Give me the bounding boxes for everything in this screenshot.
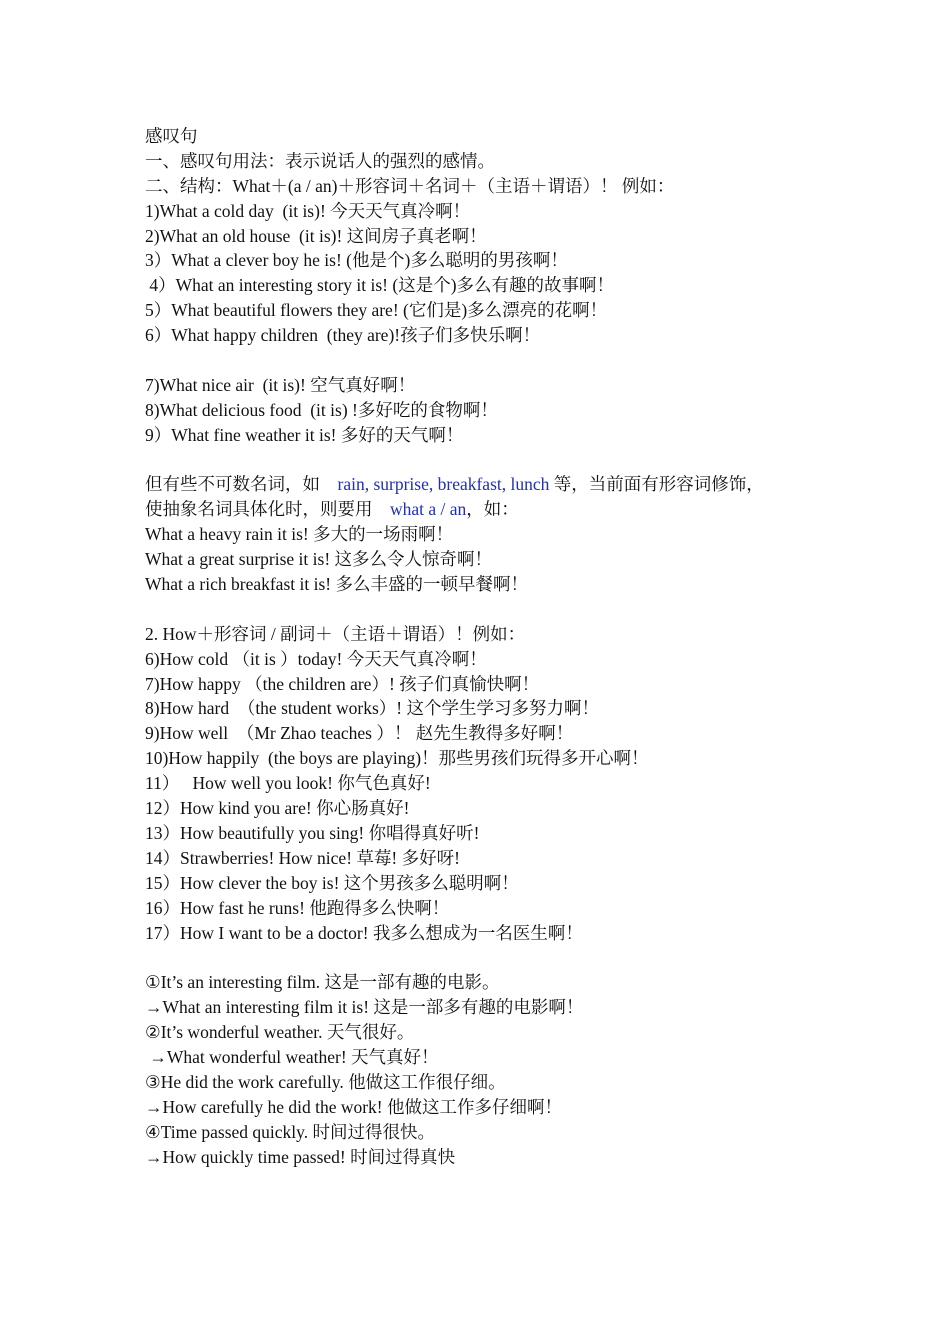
how-example-17: 17）How I want to be a doctor! 我多么想成为一名医生啊！ xyxy=(145,922,583,943)
how-example-9: 9)How well （Mr Zhao teaches ）！ 赵先生教得多好啊！ xyxy=(145,723,574,744)
uncountable-note-line-2 xyxy=(145,497,835,522)
note2-highlight-words: what a / an xyxy=(390,499,467,520)
transform-2-result: →What wonderful weather! 天气真好！ xyxy=(145,1046,439,1067)
what-example-6: 6）What happy children (they are)!孩子们多快乐啊！ xyxy=(145,325,541,346)
what-example-2: 2)What an old house (it is)! 这间房子真老啊！ xyxy=(145,225,487,246)
structure-how-line: 2. How＋形容词 / 副词＋（主语＋谓语）！例如： xyxy=(145,623,526,644)
spacer xyxy=(145,348,835,373)
how-example-8: 8)How hard （the student works）! 这个学生学习多努力啊！ xyxy=(145,698,599,719)
transform-4-result: →How quickly time passed! 时间过得真快 xyxy=(145,1146,456,1167)
abstract-example-3: What a rich breakfast it is! 多么丰盛的一顿早餐啊！ xyxy=(145,574,528,595)
document-page xyxy=(145,124,835,1169)
transform-2-source: ②It’s wonderful weather. 天气很好。 xyxy=(145,1022,415,1043)
structure-what-line: 二、结构：What＋(a / an)＋形容词＋名词＋（主语＋谓语）！ 例如： xyxy=(145,175,675,196)
what-example-4: 4）What an interesting story it is! (这是个)多么有趣的故事啊！ xyxy=(145,275,615,296)
what-example-5: 5）What beautiful flowers they are! (它们是)多么漂亮的花啊！ xyxy=(145,300,608,321)
note-highlight-words: rain, surprise, breakfast, lunch xyxy=(337,474,550,495)
note-suffix: 等，当前面有形容词修饰， xyxy=(549,474,764,495)
note-prefix: 但有些不可数名词，如 xyxy=(145,474,338,495)
spacer xyxy=(145,597,835,622)
how-example-16: 16）How fast he runs! 他跑得多么快啊！ xyxy=(145,897,450,918)
spacer xyxy=(145,945,835,970)
what-example-7: 7)What nice air (it is)! 空气真好啊！ xyxy=(145,374,416,395)
what-example-1: 1)What a cold day (it is)! 今天天气真冷啊！ xyxy=(145,200,471,221)
what-example-8: 8)What delicious food (it is) !多好吃的食物啊！ xyxy=(145,399,498,420)
how-example-10: 10)How happily (the boys are playing)！那些男孩们玩得多开心啊！ xyxy=(145,748,649,769)
transform-1-source: ①It’s an interesting film. 这是一部有趣的电影。 xyxy=(145,972,500,993)
abstract-example-1: What a heavy rain it is! 多大的一场雨啊！ xyxy=(145,524,454,545)
what-example-9: 9）What fine weather it is! 多好的天气啊！ xyxy=(145,424,464,445)
note2-prefix: 使抽象名词具体化时，则要用 xyxy=(145,499,390,520)
transform-1-result: →What an interesting film it is! 这是一部多有趣的电影啊！ xyxy=(145,997,584,1018)
how-example-13: 13）How beautifully you sing! 你唱得真好听! xyxy=(145,822,480,843)
how-example-11: 11） How well you look! 你气色真好! xyxy=(145,773,431,794)
spacer xyxy=(145,448,835,473)
transform-4-source: ④Time passed quickly. 时间过得很快。 xyxy=(145,1121,436,1142)
how-example-12: 12）How kind you are! 你心肠真好! xyxy=(145,798,410,819)
uncountable-note-line-1 xyxy=(145,472,835,497)
transform-3-result: →How carefully he did the work! 他做这工作多仔细啊！ xyxy=(145,1096,563,1117)
how-example-15: 15）How clever the boy is! 这个男孩多么聪明啊！ xyxy=(145,872,519,893)
usage-line: 一、感叹句用法：表示说话人的强烈的感情。 xyxy=(145,150,495,171)
what-example-3: 3）What a clever boy he is! (他是个)多么聪明的男孩啊！ xyxy=(145,250,568,271)
transform-3-source: ③He did the work carefully. 他做这工作很仔细。 xyxy=(145,1071,506,1092)
doc-title: 感叹句 xyxy=(145,126,198,146)
how-example-6: 6)How cold （it is ）today! 今天天气真冷啊！ xyxy=(145,648,487,669)
abstract-example-2: What a great surprise it is! 这多么令人惊奇啊！ xyxy=(145,549,493,570)
how-example-14: 14）Strawberries! How nice! 草莓! 多好呀! xyxy=(145,847,460,868)
note2-suffix: ，如： xyxy=(466,499,519,520)
how-example-7: 7)How happy （the children are）! 孩子们真愉快啊！ xyxy=(145,673,540,694)
